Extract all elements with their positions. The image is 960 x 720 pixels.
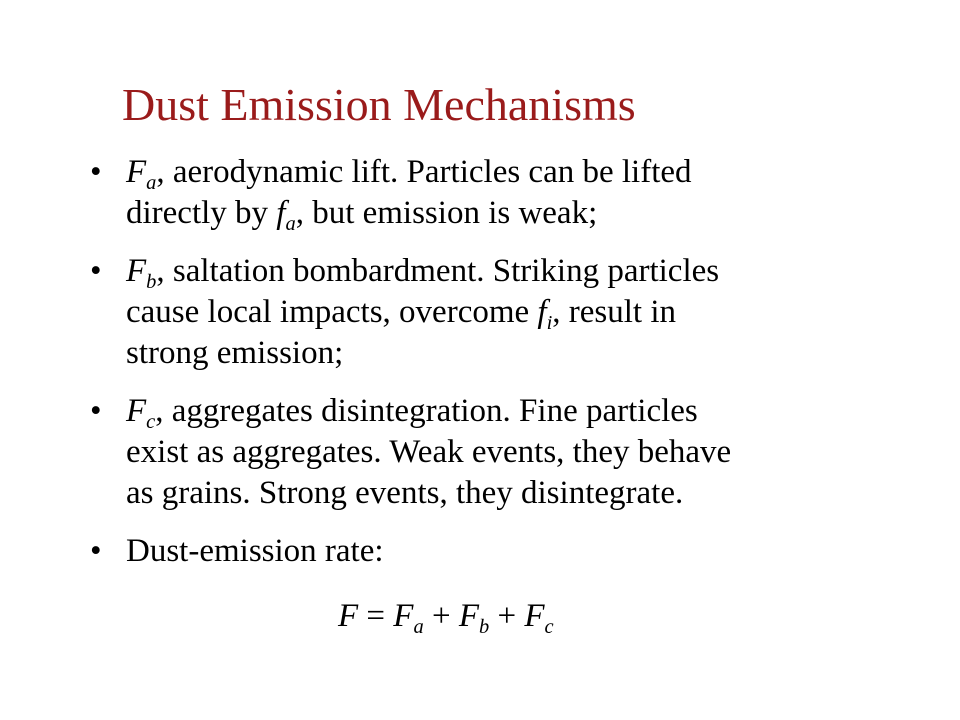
bullet-line: directly by $f_a$, but emission is weak; [126,195,598,236]
bullet-dust-emission-rate [90,531,830,572]
bullet-line: exist as aggregates. Weak events, they behave [126,434,732,470]
bullet-line: Dust-emission rate: [126,533,384,569]
bullet-dot: • [90,393,102,429]
bullet-line: cause local impacts, overcome $f_i$, result in [126,294,676,335]
slide-title: Dust Emission Mechanisms [122,79,636,130]
bullet-aggregates-disintegration [90,391,830,514]
bullet-line: as grains. Strong events, they disintegrate. [126,475,684,511]
bullet-line: $F_a$, aerodynamic lift. Particles can be lifted [126,154,692,195]
bullet-dot: • [90,253,102,289]
bullet-line: $F_c$, aggregates disintegration. Fine particles [126,393,698,434]
bullet-dot: • [90,533,102,569]
bullet-line: $F_b$, saltation bombardment. Striking particles [126,253,720,294]
emission-rate-equation: $F = F_a + F_b + F_c$ [338,598,554,639]
bullet-line: strong emission; [126,335,344,371]
bullet-list [90,152,830,589]
bullet-dot: • [90,154,102,190]
bullet-saltation-bombardment [90,251,830,374]
bullet-aerodynamic-lift [90,152,830,234]
